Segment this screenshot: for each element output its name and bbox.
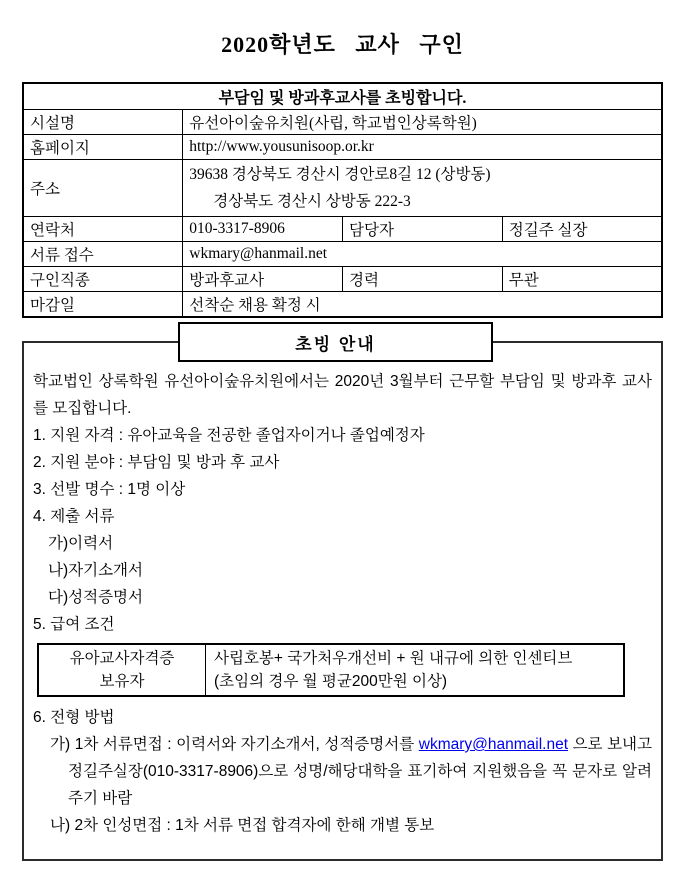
table-row-documents	[23, 242, 662, 267]
table-row-job-type	[23, 267, 662, 292]
deadline-label: 마감일	[23, 292, 183, 318]
homepage-label: 홈페이지	[23, 135, 183, 160]
notice-item-6-sub-1	[33, 731, 652, 812]
email-link[interactable]: wkmary@hanmail.net	[418, 736, 569, 753]
address-line2: 경상북도 경산시 상방동 222-3	[213, 193, 411, 210]
salary-qualification-cell	[39, 645, 206, 695]
notice-title-box	[178, 322, 493, 362]
table-row-homepage	[23, 135, 662, 160]
notice-item-1: 1. 지원 자격 : 유아교육을 전공한 졸업자이거나 졸업예정자	[33, 427, 425, 444]
table-row-deadline	[23, 292, 662, 318]
notice-item-5: 5. 급여 조건	[33, 616, 115, 633]
job-type-label: 구인직종	[23, 267, 183, 292]
notice-item-6-sub-2: 나) 2차 인성면접 : 1차 서류 면접 합격자에 한해 개별 통보	[50, 817, 435, 834]
page-title: 2020학년도 교사 구인	[221, 32, 464, 57]
job-type-value: 방과후교사	[183, 267, 343, 292]
salary-table	[37, 643, 625, 697]
notice-title: 초빙 안내	[295, 334, 376, 354]
contact-value: 010-3317-8906	[183, 217, 343, 242]
manager-label: 담당자	[343, 217, 503, 242]
table-row-header	[23, 83, 662, 110]
notice-item-4: 4. 제출 서류	[33, 508, 115, 525]
job-info-table	[22, 82, 663, 318]
manager-value: 정길주 실장	[502, 217, 662, 242]
table-row-facility	[23, 110, 662, 135]
salary-qualification-line1: 유아교사자격증	[69, 650, 175, 667]
notice-item-6: 6. 전형 방법	[33, 709, 115, 726]
address-line1: 39638 경상북도 경산시 경안로8길 12 (상방동)	[189, 166, 491, 183]
notice-item-4-sub-2: 나)자기소개서	[48, 562, 144, 579]
table-row-address	[23, 160, 662, 217]
salary-detail-line2: (초임의 경우 월 평균200만원 이상)	[214, 673, 448, 690]
table-row-contact	[23, 217, 662, 242]
documents-label: 서류 접수	[23, 242, 183, 267]
notice-section	[22, 322, 663, 861]
facility-label: 시설명	[23, 110, 183, 135]
document-page	[0, 28, 685, 881]
notice-intro: 학교법인 상록학원 유선아이숲유치원에서는 2020년 3월부터 근무할 부담임 및 방과후 교사를 모집합니다.	[33, 373, 652, 417]
notice-item-4-sub-1: 가)이력서	[48, 535, 114, 552]
address-label: 주소	[23, 160, 183, 217]
salary-qualification-line2: 보유자	[99, 673, 145, 690]
notice-item-2: 2. 지원 분야 : 부담임 및 방과 후 교사	[33, 454, 280, 471]
salary-detail-cell	[206, 645, 623, 695]
notice-item-6-sub-1-pre: 가) 1차 서류면접 : 이력서와 자기소개서, 성적증명서를	[50, 736, 419, 753]
career-value: 무관	[502, 267, 662, 292]
facility-value: 유선아이숲유치원(사립, 학교법인상록학원)	[183, 110, 662, 135]
salary-detail-line1: 사립호봉+ 국가처우개선비 + 원 내규에 의한 인센티브	[214, 650, 573, 667]
documents-value: wkmary@hanmail.net	[183, 242, 662, 267]
career-label: 경력	[343, 267, 503, 292]
contact-label: 연락처	[23, 217, 183, 242]
notice-item-6-sub-1-post: 으로 보내고 정길주실장(010-3317-8906)으로 성명/해당대학을 표기하여 지원했음을 꼭 문자로 알려주기 바람	[68, 736, 652, 807]
notice-body	[22, 341, 663, 861]
notice-item-4-sub-3: 다)성적증명서	[48, 589, 144, 606]
homepage-value: http://www.yousunisoop.or.kr	[183, 135, 662, 160]
table-header-text: 부담임 및 방과후교사를 초빙합니다.	[23, 83, 662, 110]
notice-item-3: 3. 선발 명수 : 1명 이상	[33, 481, 186, 498]
address-cell	[183, 160, 662, 217]
deadline-value: 선착순 채용 확정 시	[183, 292, 662, 318]
